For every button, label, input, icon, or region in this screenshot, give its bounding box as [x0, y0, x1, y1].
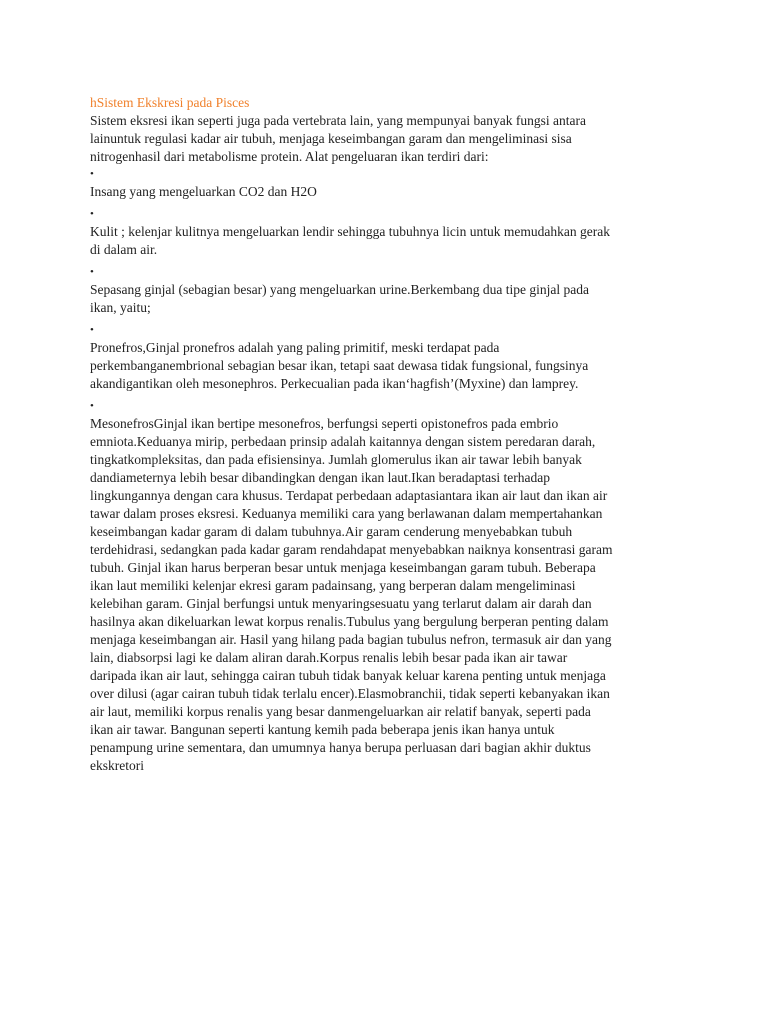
list-item: MesonefrosGinjal ikan bertipe mesonefros, berfungsi seperti opistonefros pada embrio emniota.Keduanya mirip, perbedaan prinsip adalah kaitannya dengan sistem peredaran darah, tingkatkompleksitas, dan pada efisiensinya. Jumlah glomerulus ikan air tawar lebih banyak dandiameternya lebih besar dibandingkan dengan ikan laut.Ikan beradaptasi terhadap lingkungannya dengan cara khusus. Terdapat perbedaan adaptasiantara ikan air laut dan ikan air tawar dalam proses eksresi. Keduanya memiliki cara yang berlawanan dalam mempertahankan keseimbangan kadar garam di dalam tubuhnya.Air garam cenderung menyebabkan tubuh terdehidrasi, sedangkan pada kadar garam rendahdapat menyebabkan naiknya konsentrasi garam tubuh. Ginjal ikan harus berperan besar untuk menjaga keseimbangan garam tubuh. Beberapa ikan laut memiliki kelenjar ekresi garam padainsang, yang berperan dalam mengeliminasi kelebihan garam. Ginjal berfungsi untuk menyaringsesuatu yang terlarut dalam air darah dan hasilnya akan dikeluarkan lewat korpus renalis.Tubulus yang bergulung berperan penting dalam menjaga keseimbangan air. Hasil yang hilang pada bagian tubulus nefron, termasuk air dan yang lain, diabsorpsi lagi ke dalam aliran darah.Korpus renalis lebih besar pada ikan air tawar daripada ikan air laut, sehingga cairan tubuh tidak banyak keluar karena penting untuk menjaga over dilusi (agar cairan tubuh tidak terlalu encer).Elasmobranchii, tidak seperti kebanyakan ikan air laut, memiliki korpus renalis yang besar danmengeluarkan air relatif banyak, seperti pada ikan air tawar. Bangunan seperti kantung kemih pada beberapa jenis ikan hanya untuk penampung urine sementara, dan umumnya hanya berupa perluasan dari bagian akhir duktus ekskretori — [90, 416, 613, 773]
document-heading: hSistem Ekskresi pada Pisces — [90, 95, 250, 110]
list-item: Pronefros,Ginjal pronefros adalah yang paling primitif, meski terdapat pada perkembanganembrional sebagian besar ikan, tetapi saat dewasa tidak fungsional, fungsinya akandigantikan oleh mesonephros. Perkecualian pada ikan‘hagfish’(Myxine) dan lamprey. — [90, 340, 589, 391]
list-item: Insang yang mengeluarkan CO2 dan H2O — [90, 184, 317, 199]
list-item: Kulit ; kelenjar kulitnya mengeluarkan lendir sehingga tubuhnya licin untuk memudahkan gerak di dalam air. — [90, 224, 610, 257]
bullet-icon: • — [90, 168, 94, 180]
bullet-icon: • — [90, 208, 94, 220]
bullet-icon: • — [90, 266, 94, 278]
bullet-icon: • — [90, 324, 94, 336]
intro-paragraph: Sistem eksresi ikan seperti juga pada vertebrata lain, yang mempunyai banyak fungsi antara lainuntuk regulasi kadar air tubuh, menjaga keseimbangan garam dan mengeliminasi sisa nitrogenhasil dari metabolisme protein. Alat pengeluaran ikan terdiri dari: — [90, 113, 586, 164]
list-item: Sepasang ginjal (sebagian besar) yang mengeluarkan urine.Berkembang dua tipe ginjal pada ikan, yaitu; — [90, 282, 589, 315]
bullet-icon: • — [90, 400, 94, 412]
document-page — [90, 94, 690, 775]
